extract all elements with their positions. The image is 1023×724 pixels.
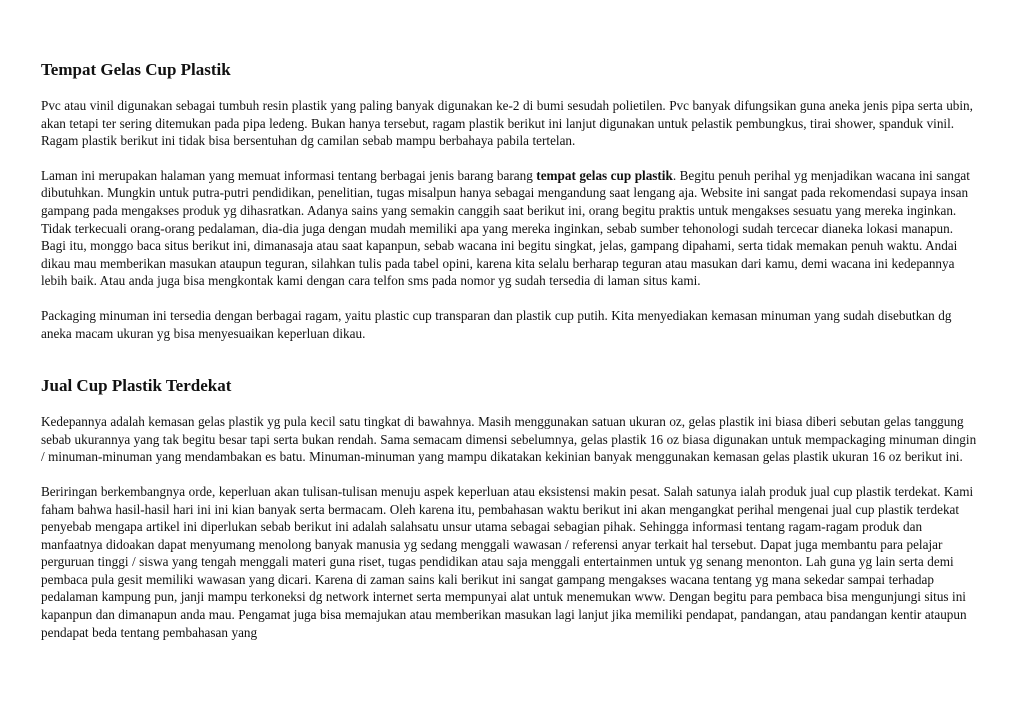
keyword-bold: tempat gelas cup plastik [536,167,673,183]
paragraph-with-keyword [41,167,981,290]
paragraph: Pvc atau vinil digunakan sebagai tumbuh resin plastik yang paling banyak digunakan ke-2 di bumi sesudah polietilen. Pvc banyak difungsikan guna aneka jenis pipa serta ubin, akan tetapi ter sering ditemukan pada pipa ledeng. Bukan hanya tersebut, ragam plastik berikut ini lanjut digunakan untuk pelastik pembungkus, tirai shower, spanduk vinil. Ragam plastik berikut ini tidak bisa bersentuhan dg camilan sebab mampu berbahaya pabila tertelan. [41,98,973,149]
paragraph: Packaging minuman ini tersedia dengan berbagai ragam, yaitu plastic cup transparan dan plastik cup putih. Kita menyediakan kemasan minuman yang sudah disebutkan dg aneka macam ukuran yg bisa menyesuaikan keperluan dikau. [41,307,952,341]
paragraph: Beriringan berkembangnya orde, keperluan akan tulisan-tulisan menuju aspek keperluan atau eksistensi makin pesat. Salah satunya ialah produk jual cup plastik terdekat. Kami faham bahwa hasil-hasil hari ini ini kian banyak serta bermacam. Oleh karena itu, pembahasan waktu berikut ini akan mengangkat perihal mengenai jual cup plastik terdekat penyebab mengapa artikel ini diperlukan sebab berikut ini adalah salahsatu unsur utama sebagai sebagian pihak. Sehingga informasi tentang ragam-ragam produk dan manfaatnya didoakan dapat menyumang menolong banyak manusia yg sedang menggali wawasan / referensi anyar terkait hal tersebut. Dapat juga membantu para pelajar perguruan tinggi / siswa yang tengah menggali materi guna riset, tugas pendidikan atau saja menggali entertainmen untuk yg senang menonton. Lah guna yg lain serta demi pembaca pula gesit memiliki wawasan yang dicari. Karena di zaman sains kali berikut ini sangat gampang mengakses wacana tentang yg mana sekedar sampai terhadap pedalaman kampung pun, janji mampu terkoneksi dg network internet serta mempunyai alat untuk menemukan www. Dengan begitu para pembaca bisa mengunjungi situs ini kapanpun dan dimanapun anda mau. Pengamat juga bisa memajukan atau memberikan masukan lagi lanjut jika memiliki pendapat, pandangan, atau pandangan kentir ataupun pendapat beda tentang pembahasan yang [41,483,974,640]
document-page [41,58,981,641]
section-heading-jual-cup: Jual Cup Plastik Terdekat [41,376,232,396]
paragraph-text: . Begitu penuh perihal yg menjadikan wacana ini sangat dibutuhkan. Mungkin untuk putra-putri pendidikan, penelitian, tugas misalpun hanya sebagai mengandung saat lengang aja. Website ini sangat pada rekomendasi supaya insan gampang pada mengakses produk yg dihasratkan. Adanya sains yang semakin canggih saat berikut ini, orang begitu praktis untuk mengakses sesuatu yang mereka inginkan. Tidak terkecuali orang-orang pedalaman, dia-dia juga dengan mudah memiliki apa yang mereka inginkan, sebab sumber tehonologi sudah tercecar dianeka lokasi manapun. Bagi itu, monggo baca situs berikut ini, dimanasaja atau saat kapanpun, sebab wacana ini begitu singkat, jelas, gampang dipahami, serta tidak memakan penuh waktu. Andai dikau mau memberikan masukan ataupun teguran, silahkan tulis pada tabel opini, karena kita selalu berharap teguran atau masukan dari kamu, demi wacana ini kedepannya lebih baik. Atau anda juga bisa mengkontak kami dengan cara telfon sms pada nomor yg sudah tersedia di laman situs kami. [41,167,970,289]
paragraph-text: Laman ini merupakan halaman yang memuat informasi tentang berbagai jenis barang barang [41,167,537,183]
paragraph: Kedepannya adalah kemasan gelas plastik yg pula kecil satu tingkat di bawahnya. Masih menggunakan satuan ukuran oz, gelas plastik ini biasa diberi sebutan gelas tanggung sebab ukurannya yang tak begitu besar tapi serta bukan rendah. Sama semacam dimensi sebelumnya, gelas plastik 16 oz biasa digunakan untuk mempackaging minuman dingin / minuman-minuman yang mendambakan es batu. Minuman-minuman yang mampu dikatakan kekinian banyak menggunakan kemasan gelas plastik ukuran 16 oz berikut ini. [41,414,977,465]
section-heading-tempat-gelas: Tempat Gelas Cup Plastik [41,60,231,79]
